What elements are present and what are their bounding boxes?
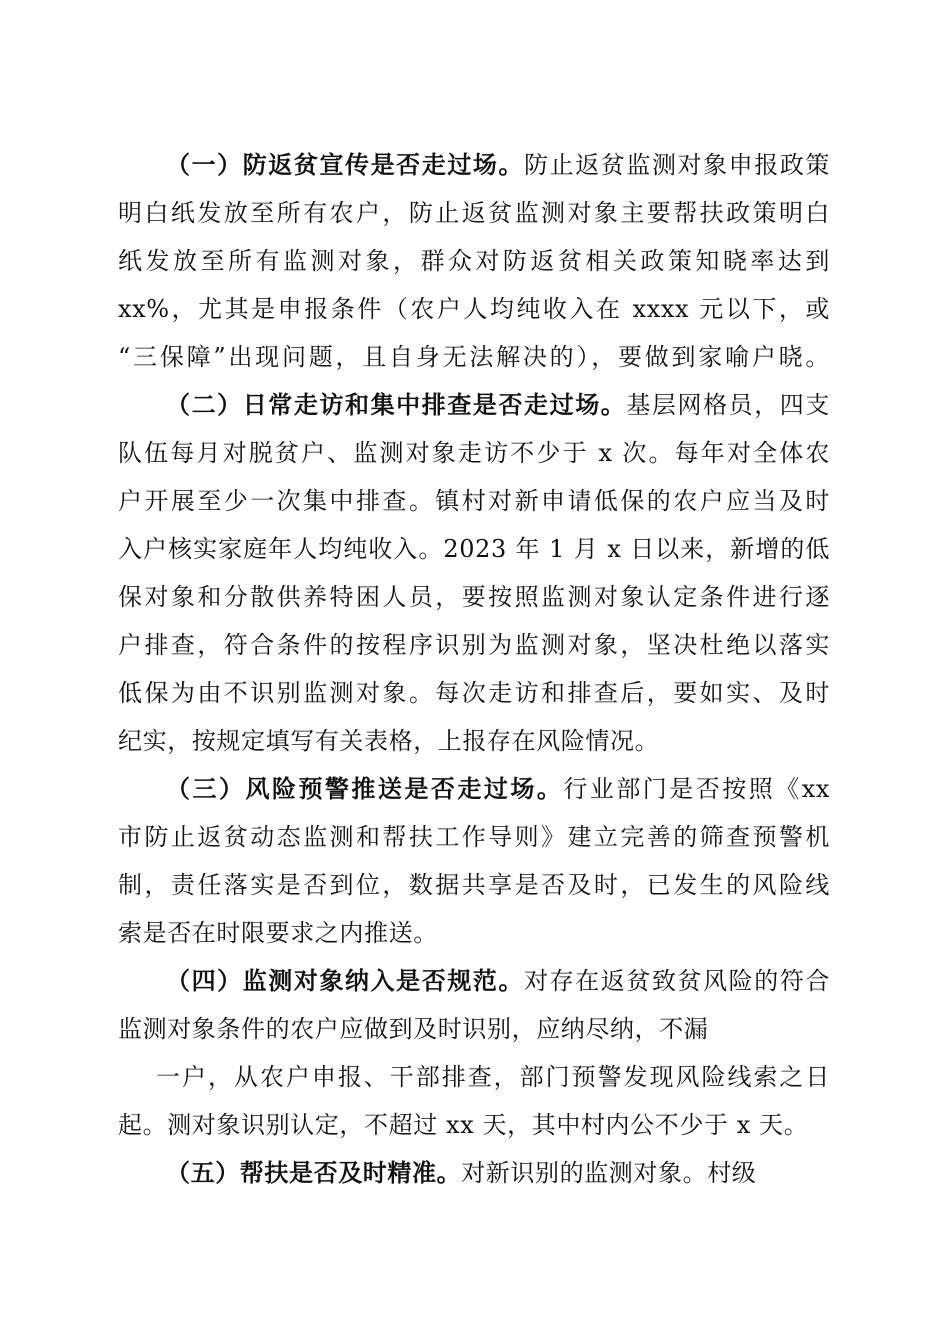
paragraph-2-line-5: 保对象和分散供养特困人员，要按照监测对象认定条件进行逐	[118, 583, 830, 611]
paragraph-4-line-1	[166, 958, 830, 1004]
paragraph-2-line-1	[166, 382, 830, 428]
paragraph-3-line-4: 索是否在时限要求之内推送。	[118, 919, 438, 947]
paragraph-3-line-1	[166, 766, 830, 812]
paragraph-2-line-7: 低保为由不识别监测对象。每次走访和排查后，要如实、及时	[118, 679, 830, 707]
paragraph-1-line-2: 明白纸发放至所有农户，防止返贫监测对象主要帮扶政策明白	[118, 199, 830, 227]
paragraph-3-heading: （三）风险预警推送是否走过场。	[166, 774, 564, 803]
paragraph-5-first-text: 对新识别的监测对象。村级	[461, 1159, 757, 1187]
paragraph-2-line-2: 队伍每月对脱贫户、监测对象走访不少于 x 次。每年对全体农	[118, 439, 830, 467]
paragraph-1-line-4: xx%，尤其是申报条件（农户人均纯收入在 xxxx 元以下，或	[118, 295, 830, 323]
paragraph-4-line-2: 监测对象条件的农户应做到及时识别，应纳尽纳，不漏	[118, 1015, 709, 1043]
paragraph-5-heading: （五）帮扶是否及时精准。	[166, 1158, 462, 1187]
paragraph-4-first-text: 对存在返贫致贫风险的符合	[524, 967, 830, 995]
paragraph-1-line-3: 纸发放至所有监测对象，群众对防返贫相关政策知晓率达到	[118, 247, 830, 275]
paragraph-4-heading: （四）监测对象纳入是否规范。	[166, 966, 525, 995]
paragraph-2-heading: （二）日常走访和集中排查是否走过场。	[166, 390, 627, 419]
paragraph-3-line-3: 制，责任落实是否到位，数据共享是否及时，已发生的风险线	[118, 871, 830, 899]
paragraph-2-line-8: 纪实，按规定填写有关表格，上报存在风险情况。	[118, 727, 660, 755]
paragraph-3-line-2: 市防止返贫动态监测和帮扶工作导则》建立完善的筛查预警机	[118, 823, 830, 851]
paragraph-1-first-text: 防止返贫监测对象申报政策	[524, 151, 830, 179]
paragraph-5-line-1	[166, 1150, 830, 1196]
paragraph-4-line-4: 起。测对象识别认定，不超过 xx 天，其中村内公不少于 x 天。	[118, 1111, 809, 1139]
paragraph-2-line-3: 户开展至少一次集中排查。镇村对新申请低保的农户应当及时	[118, 487, 830, 515]
paragraph-2-first-text: 基层网格员，四支	[626, 391, 830, 419]
paragraph-4-line-3: 一户，从农户申报、干部排查，部门预警发现风险线索之日	[156, 1063, 830, 1091]
paragraph-2-line-4: 入户核实家庭年人均纯收入。2023 年 1 月 x 日以来，新增的低	[118, 535, 830, 563]
paragraph-1-line-1	[166, 142, 830, 188]
paragraph-3-first-text: 行业部门是否按照《xx	[563, 775, 831, 803]
paragraph-2-line-6: 户排查，符合条件的按程序识别为监测对象，坚决杜绝以落实	[118, 631, 830, 659]
paragraph-1-line-5: “三保障”出现问题，且自身无法解决的），要做到家喻户晓。	[118, 343, 830, 371]
paragraph-1-heading: （一）防返贫宣传是否走过场。	[166, 150, 525, 179]
